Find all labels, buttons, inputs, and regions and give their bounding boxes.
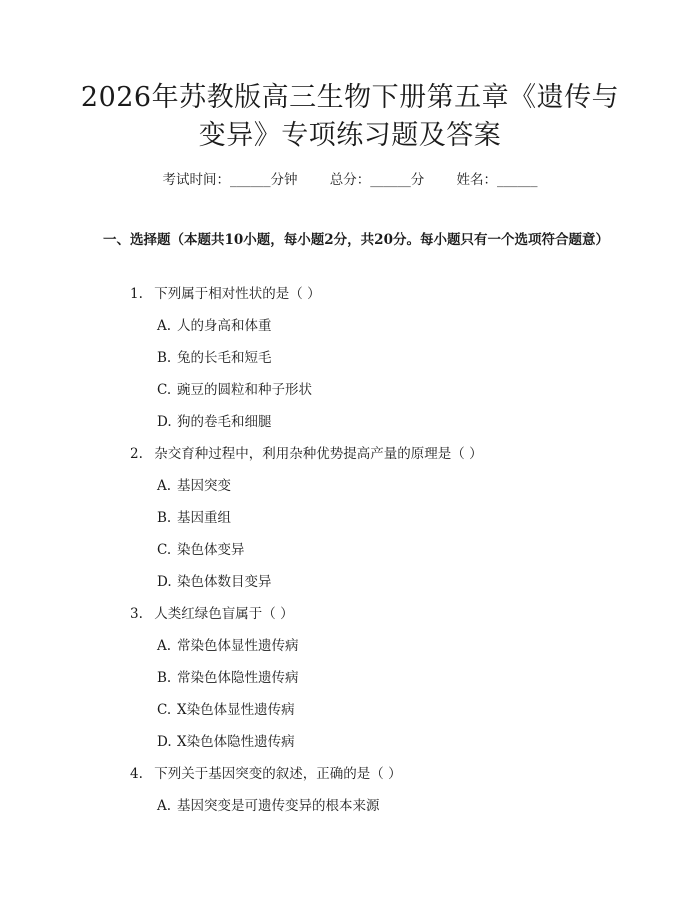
total-score: 总分：______分: [329, 172, 425, 188]
option-letter: B.: [157, 510, 172, 526]
option: [157, 666, 299, 686]
option-text: 基因突变: [177, 478, 231, 494]
option-text: 染色体变异: [177, 542, 245, 558]
option-text: 染色体数目变异: [177, 574, 272, 590]
option-letter: A.: [157, 638, 172, 654]
option-text: 兔的长毛和短毛: [177, 350, 272, 366]
option-text: 基因重组: [177, 510, 231, 526]
option-text: 基因突变是可遗传变异的根本来源: [177, 798, 380, 814]
option-text: X染色体隐性遗传病: [177, 734, 295, 750]
option: [157, 570, 272, 590]
question-text: 下列关于基因突变的叙述，正确的是（ ）: [154, 766, 402, 782]
question-number: 2.: [130, 446, 143, 462]
option: [157, 634, 299, 654]
question-number: 1.: [130, 286, 143, 302]
option-text: 狗的卷毛和细腿: [177, 414, 272, 430]
student-name: 姓名：______: [456, 172, 538, 188]
option-letter: C.: [157, 542, 172, 558]
option: [157, 378, 312, 398]
question-2: [130, 442, 483, 462]
option-letter: C.: [157, 382, 172, 398]
option: [157, 410, 272, 430]
option-text: 常染色体隐性遗传病: [177, 670, 299, 686]
option-letter: D.: [157, 574, 172, 590]
option-letter: D.: [157, 734, 172, 750]
option-letter: A.: [157, 798, 172, 814]
option: [157, 314, 272, 334]
option-letter: B.: [157, 350, 172, 366]
option-letter: B.: [157, 670, 172, 686]
option-letter: D.: [157, 414, 172, 430]
question-text: 人类红绿色盲属于（ ）: [154, 606, 294, 622]
question-number: 3.: [130, 606, 143, 622]
option-letter: C.: [157, 702, 172, 718]
option-text: 人的身高和体重: [177, 318, 272, 334]
page-title-line-1: 2026年苏教版高三生物下册第五章《遗传与: [80, 82, 620, 113]
page-title-line-2: 变异》专项练习题及答案: [198, 120, 502, 151]
option-letter: A.: [157, 478, 172, 494]
question-3: [130, 602, 294, 622]
option: [157, 474, 231, 494]
option-letter: A.: [157, 318, 172, 334]
section-heading: 一、选择题（本题共10小题，每小题2分，共20分。每小题只有一个选项符合题意）: [103, 232, 609, 248]
exam-info: [0, 168, 700, 188]
option: [157, 794, 380, 814]
option: [157, 538, 245, 558]
question-4: [130, 762, 402, 782]
option: [157, 346, 272, 366]
option-text: 豌豆的圆粒和种子形状: [177, 382, 312, 398]
question-text: 杂交育种过程中，利用杂种优势提高产量的原理是（ ）: [154, 446, 483, 462]
option: [157, 698, 295, 718]
option: [157, 506, 231, 526]
exam-time: 考试时间：______分钟: [162, 172, 298, 188]
question-number: 4.: [130, 766, 143, 782]
option-text: X染色体显性遗传病: [177, 702, 295, 718]
question-text: 下列属于相对性状的是（ ）: [154, 286, 321, 302]
option-text: 常染色体显性遗传病: [177, 638, 299, 654]
question-1: [130, 282, 321, 302]
option: [157, 730, 295, 750]
